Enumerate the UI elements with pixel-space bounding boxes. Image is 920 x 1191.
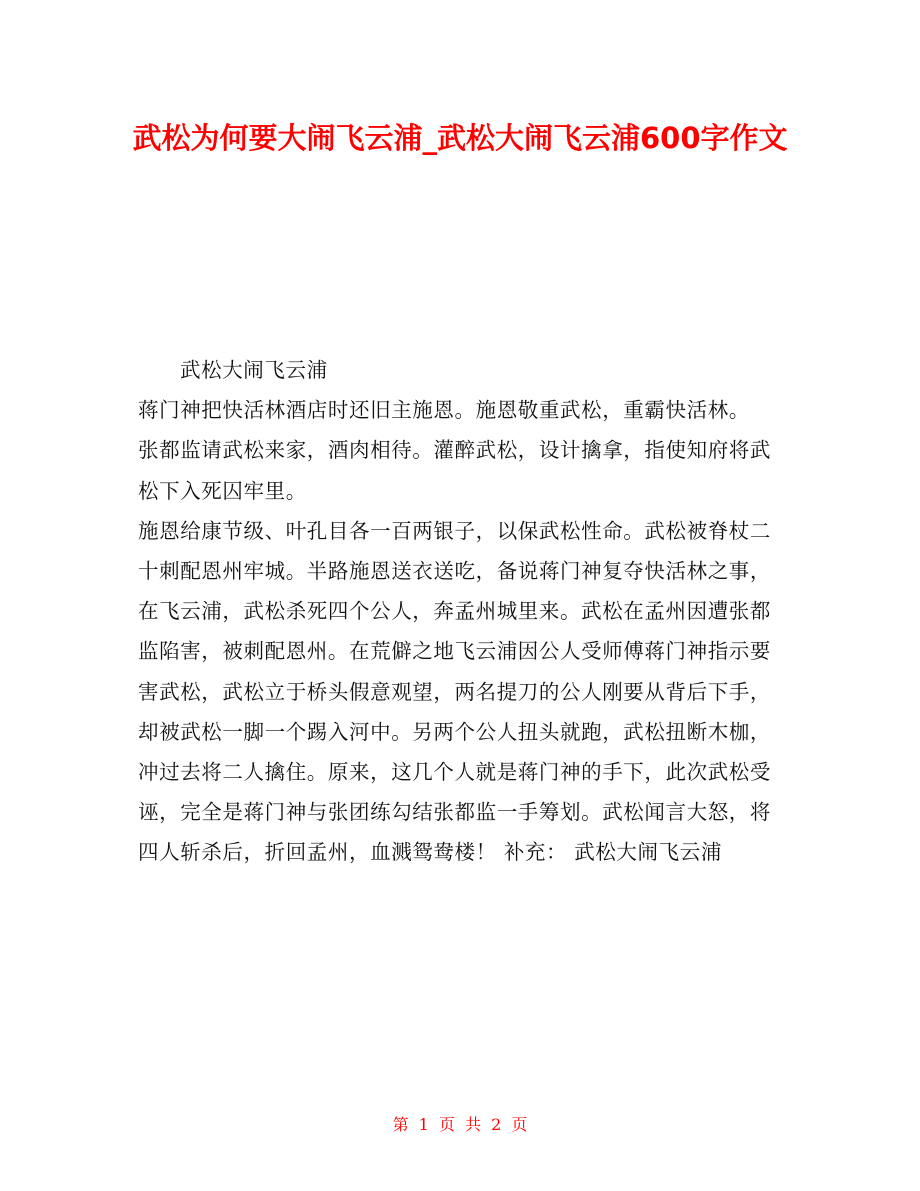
document-title: 武松为何要大闹飞云浦_武松大闹飞云浦600字作文 [132,121,788,155]
subheading-paragraph: 武松大闹飞云浦 [180,358,328,382]
page-number-footer: 第 1 页 共 2 页 [392,1115,528,1134]
body-paragraph: 蒋门神把快活林酒店时还旧主施恩。施恩敬重武松，重霸快活林。 [138,398,750,423]
body-paragraph: 施恩给康节级、叶孔目各一百两银子，以保武松性命。武松被脊杖二十刺配恩州牢城。半路施恩送衣送吃，备说蒋门神复夺快活林之事，在飞云浦，武松杀死四个公人，奔孟州城里来。武松在孟州因遭张都监陷害，被刺配恩州。在荒僻之地飞云浦因公人受师傅蒋门神指示要害武松，武松立于桥头假意观望，两名提刀的公人刚要从背后下手，却被武松一脚一个踢入河中。另两个公人扭头就跑，武松扭断木枷，冲过去将二人擒住。原来，这几个人就是蒋门神的手下，此次武松受诬，完全是蒋门神与张团练勾结张都监一手筹划。武松闻言大怒，将四人斩杀后，折回孟州，血溅鸳鸯楼！ 补充： 武松大闹飞云浦 [138,518,771,865]
body-paragraph: 张都监请武松来家，酒肉相待。灌醉武松，设计擒拿，指使知府将武松下入死囚牢里。 [138,438,771,503]
document-body [138,350,788,873]
